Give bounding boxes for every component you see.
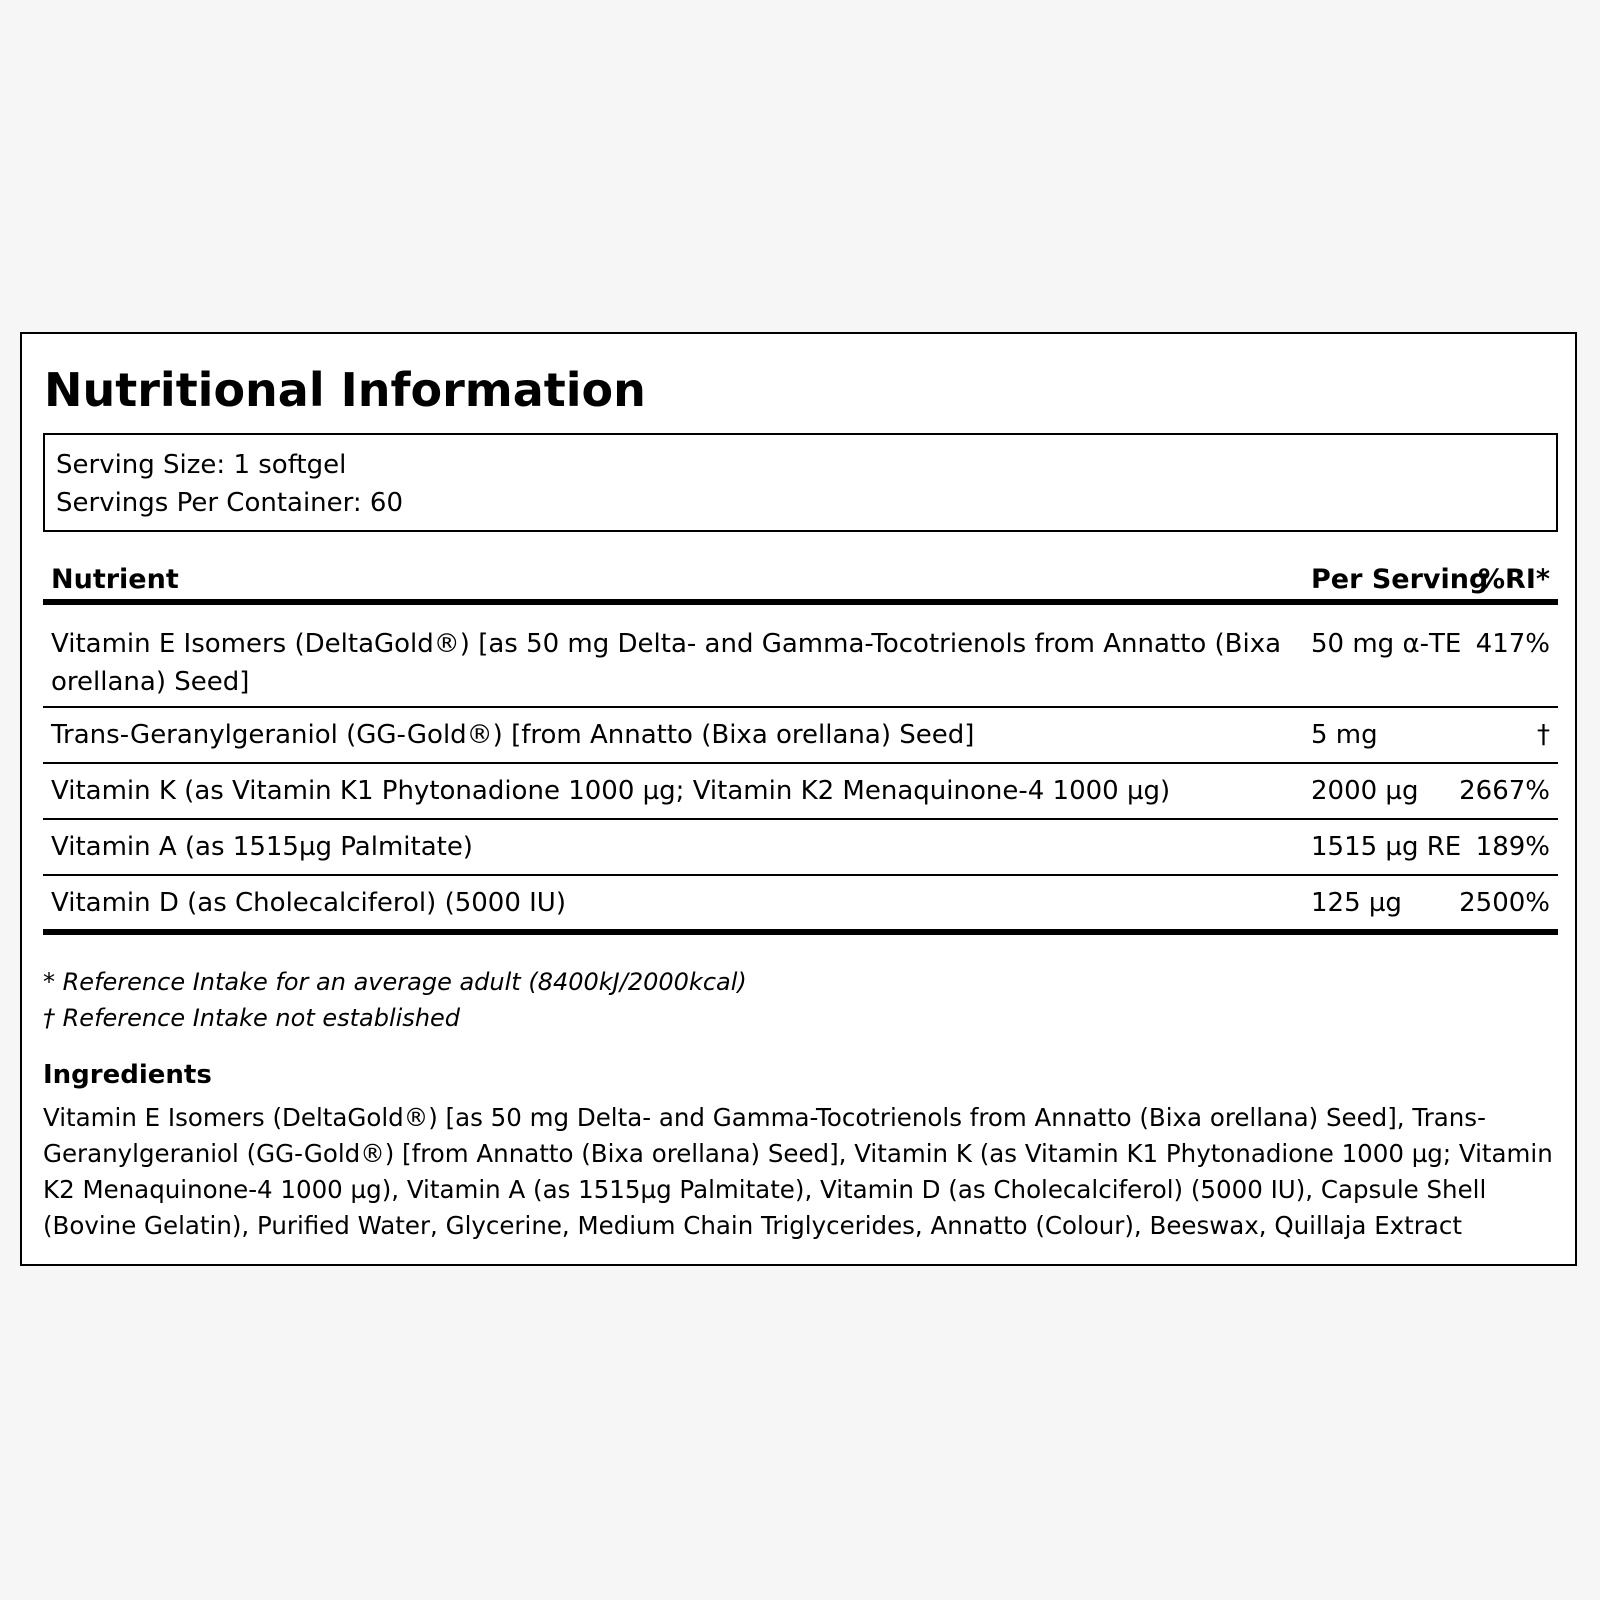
per-serving-value: 5 mg [1311, 720, 1378, 750]
servings-per-container: Servings Per Container: 60 [56, 488, 404, 518]
table-row [43, 708, 1558, 764]
panel-title: Nutritional Information [44, 363, 646, 417]
nutrient-name: Vitamin D (as Cholecalciferol) (5000 IU) [51, 888, 566, 918]
ri-value: 417% [1475, 629, 1550, 659]
nutrient-name: Vitamin E Isomers (DeltaGold®) [as 50 mg Delta- and Gamma-Tocotrienols from Annatto (Bixa orellana) Seed] [51, 629, 1282, 697]
ri-value: 189% [1475, 832, 1550, 862]
ri-value: † [1537, 720, 1550, 750]
ri-value: 2667% [1459, 776, 1550, 806]
per-serving-value: 2000 µg [1311, 776, 1419, 806]
ri-value: 2500% [1459, 888, 1550, 918]
header-per-serving: Per Serving [1311, 564, 1489, 595]
ingredients-heading: Ingredients [43, 1060, 212, 1090]
ri-footnote: * Reference Intake for an average adult (8400kJ/2000kcal) [43, 968, 747, 996]
per-serving-value: 1515 µg RE [1311, 832, 1462, 862]
serving-size: Serving Size: 1 softgel [56, 450, 347, 480]
footnotes [43, 964, 747, 1036]
table-header [43, 552, 1558, 605]
table-row [43, 764, 1558, 820]
table-row [43, 820, 1558, 876]
nutrient-name: Trans-Geranylgeraniol (GG-Gold®) [from Annatto (Bixa orellana) Seed] [51, 720, 975, 750]
nutrient-table [43, 552, 1558, 935]
per-serving-value: 50 mg α-TE [1311, 629, 1462, 659]
table-row [43, 876, 1558, 935]
nutrient-name: Vitamin A (as 1515µg Palmitate) [51, 832, 473, 862]
ingredients-text: Vitamin E Isomers (DeltaGold®) [as 50 mg Delta- and Gamma-Tocotrienols from Annatto (Bixa orellana) Seed], Trans-Geranylgeraniol (GG-Gold®) [from Annatto (Bixa orellana) Seed], Vitamin K (as Vitamin K1 Phytonadione 1000 µg; Vitamin K2 Menaquinone-4 1000 µg), Vitamin A (as 1515µg Palmitate), Vitamin D (as Cholecalciferol) (5000 IU), Capsule Shell (Bovine Gelatin), Purified Water, Glycerine, Medium Chain Triglycerides, Annatto (Colour), Beeswax, Quillaja Extract [43, 1103, 1553, 1240]
nutrition-panel [20, 332, 1577, 1266]
dagger-footnote: † Reference Intake not established [43, 1004, 461, 1032]
table-row [43, 605, 1558, 708]
header-nutrient: Nutrient [51, 564, 179, 595]
per-serving-value: 125 µg [1311, 888, 1402, 918]
header-ri: %RI* [1477, 564, 1550, 595]
nutrient-name: Vitamin K (as Vitamin K1 Phytonadione 1000 µg; Vitamin K2 Menaquinone-4 1000 µg) [51, 776, 1171, 806]
serving-info-box [43, 433, 1558, 532]
